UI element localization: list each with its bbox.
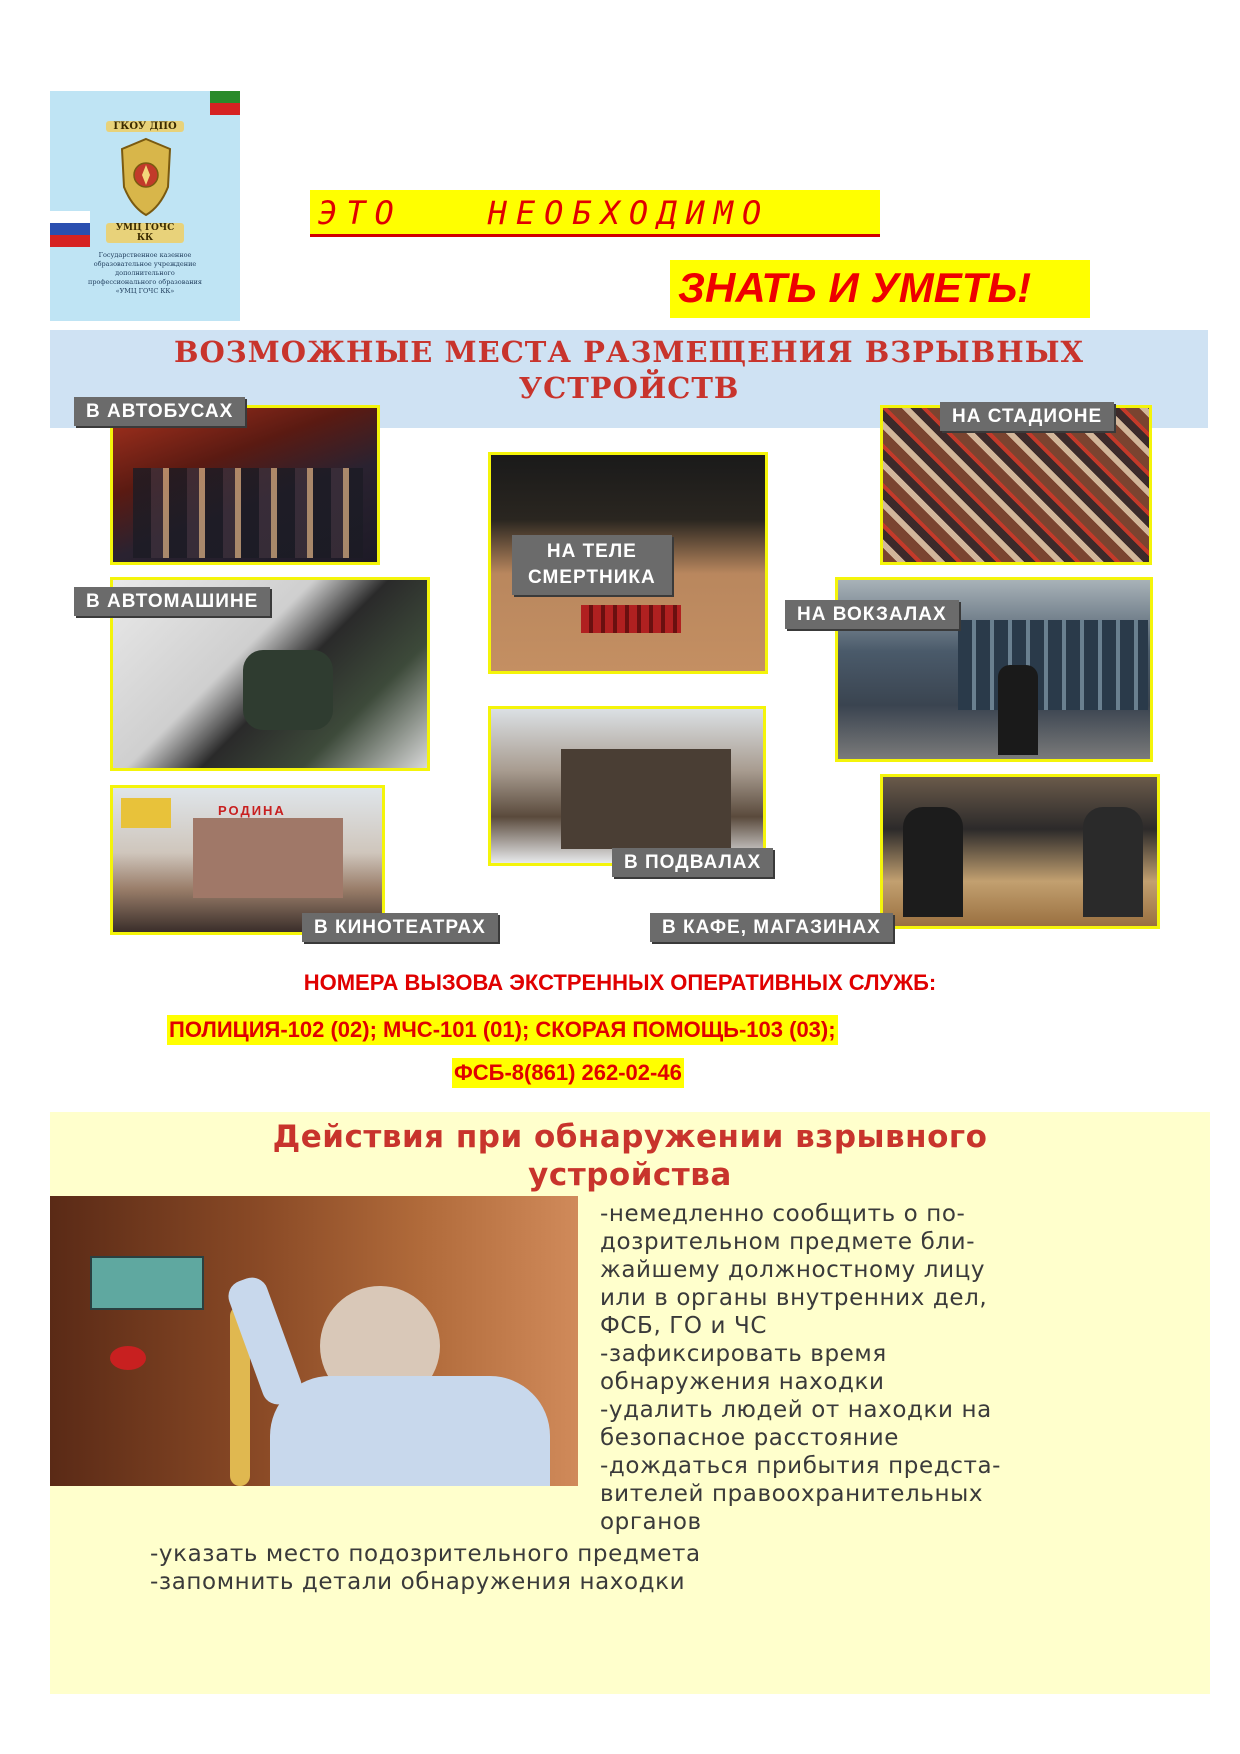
flag-stripe-blue: [50, 223, 90, 235]
action-step: -указать место подозрительного предмета: [150, 1541, 701, 1567]
logo-desc-line: образовательное учреждение: [93, 260, 197, 268]
actions-title: [50, 1118, 1210, 1194]
poster-title: [50, 334, 1208, 406]
logo-top-text: ГКОУ ДПО: [106, 121, 184, 132]
shirt-shape: [270, 1376, 550, 1486]
logo-bottom-text: УМЦ ГОЧС КК: [106, 223, 184, 243]
action-step: дозрительном предмете бли-: [600, 1229, 976, 1255]
action-step: или в органы внутренних дел,: [600, 1285, 988, 1311]
action-step: безопасное расстояние: [600, 1425, 900, 1451]
cinema-sign: РОДИНА: [218, 803, 286, 818]
flag-stripe-white: [50, 211, 90, 223]
label-basement: В ПОДВАЛАХ: [612, 848, 773, 877]
person-shape: [998, 665, 1038, 755]
action-step: жайшему должностному лицу: [600, 1257, 986, 1283]
action-step: -запомнить детали обнаружения находки: [150, 1569, 686, 1595]
actions-title-line-1: Действия при обнаружении взрывного: [272, 1119, 988, 1155]
logo-desc-line: профессионального образования: [88, 278, 202, 286]
action-step: вителей правоохранительных: [600, 1481, 984, 1507]
poster-title-line-1: ВОЗМОЖНЫЕ МЕСТА РАЗМЕЩЕНИЯ ВЗРЫВНЫХ: [173, 335, 1085, 369]
explosive-belt-shape: [581, 605, 681, 633]
bus-photo: [110, 405, 380, 565]
label-body-line-1: НА ТЕЛЕ: [546, 541, 637, 562]
alarm-panel-shape: [90, 1256, 204, 1310]
label-body-line-2: СМЕРТНИКА: [528, 567, 656, 588]
flag-stripe-green: [210, 91, 240, 103]
logo: [50, 91, 240, 321]
billboard-shape: [121, 798, 171, 828]
action-step: -удалить людей от находки на: [600, 1397, 992, 1423]
action-step: органов: [600, 1509, 702, 1535]
crowd-shape: [133, 468, 363, 558]
train-shape: [958, 620, 1148, 710]
action-step: ФСБ, ГО и ЧС: [600, 1313, 767, 1339]
actions-title-line-2: устройства: [528, 1157, 732, 1193]
emergency-line-1: ПОЛИЦИЯ-102 (02); МЧС-101 (01); СКОРАЯ ПОМОЩЬ-103 (03);: [167, 1015, 838, 1045]
man-at-alarm-photo: [50, 1196, 578, 1486]
action-step: -зафиксировать время: [600, 1341, 887, 1367]
building-shape: [193, 818, 343, 898]
heading-text-2: ЗНАТЬ И УМЕТЬ!: [678, 264, 1032, 311]
action-step: -немедленно сообщить о по-: [600, 1201, 966, 1227]
label-stadium: НА СТАДИОНЕ: [940, 402, 1114, 431]
door-shape: [561, 749, 731, 849]
heading-line-1: [310, 190, 880, 237]
label-body: [512, 535, 672, 595]
poster-title-line-2: УСТРОЙСТВ: [518, 371, 740, 405]
shield-emblem-icon: [120, 137, 172, 217]
emergency-line-2: ФСБ-8(861) 262-02-46: [452, 1058, 684, 1088]
label-cafe: В КАФЕ, МАГАЗИНАХ: [650, 913, 893, 942]
metro-sign-shape: [110, 1346, 146, 1370]
action-step: обнаружения находки: [600, 1369, 885, 1395]
person-shape: [903, 807, 963, 917]
emergency-title: НОМЕРА ВЫЗОВА ЭКСТРЕННЫХ ОПЕРАТИВНЫХ СЛУЖБ:: [303, 970, 937, 995]
cafe-photo: [880, 774, 1160, 929]
flag-stripe-red-2: [210, 103, 240, 115]
person-shape: [1083, 807, 1143, 917]
label-station: НА ВОКЗАЛАХ: [785, 600, 959, 629]
heading-line-2: [670, 260, 1090, 318]
action-step: -дождаться прибытия предста-: [600, 1453, 1002, 1479]
label-cinema: В КИНОТЕАТРАХ: [302, 913, 498, 942]
basement-photo: [488, 706, 766, 866]
bag-shape: [243, 650, 333, 730]
logo-description: [70, 251, 220, 296]
logo-desc-line: «УМЦ ГОЧС КК»: [115, 287, 175, 295]
flag-stripe-red: [50, 235, 90, 247]
heading-text-1: ЭТО НЕОБХОДИМО: [318, 194, 771, 232]
logo-desc-line: дополнительного: [115, 269, 175, 277]
logo-desc-line: Государственное казенное: [98, 251, 192, 259]
label-bus: В АВТОБУСАХ: [74, 397, 245, 426]
label-car: В АВТОМАШИНЕ: [74, 587, 270, 616]
